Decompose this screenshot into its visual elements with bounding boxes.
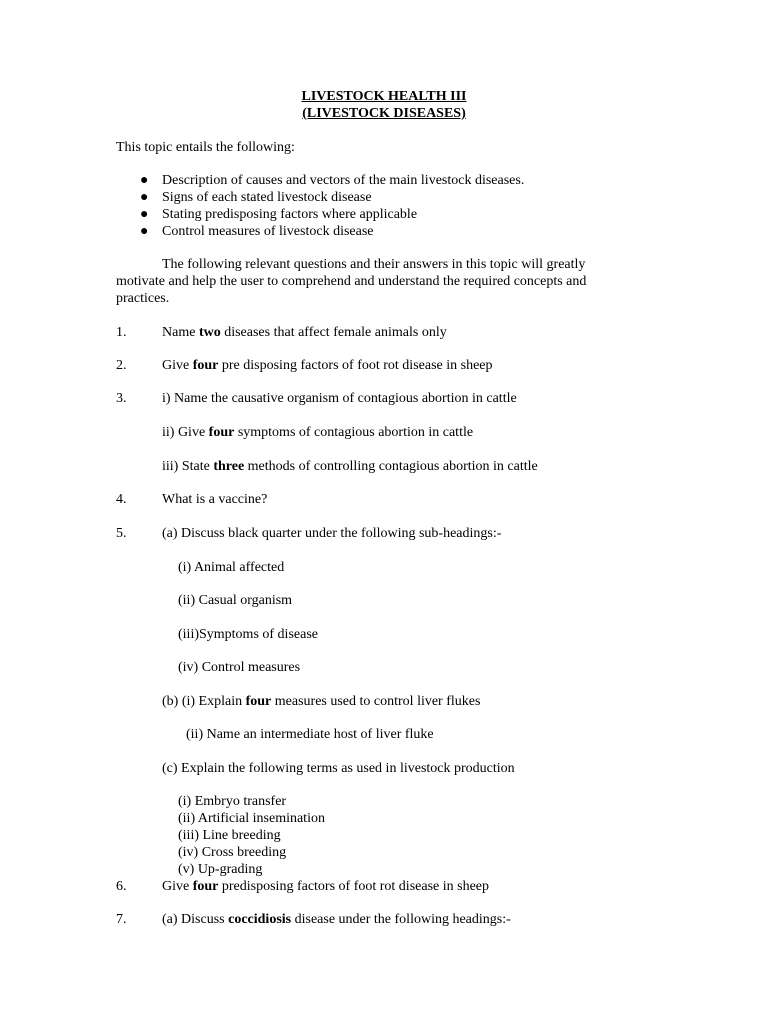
question-4: What is a vaccine? xyxy=(162,492,268,507)
sub-item: (iii)Symptoms of disease xyxy=(178,627,318,642)
question-number: 2. xyxy=(116,358,127,373)
question-number: 3. xyxy=(116,391,127,406)
sub-item: (i) Embryo transfer xyxy=(178,794,287,809)
question-number: 7. xyxy=(116,912,127,927)
paragraph-line-1: The following relevant questions and their answers in this topic will greatly xyxy=(162,257,586,272)
bullet-icon: ● xyxy=(140,207,149,222)
question-number: 1. xyxy=(116,325,127,340)
sub-item: (v) Up-grading xyxy=(178,862,263,877)
question-number: 5. xyxy=(116,526,127,541)
question-3-ii: ii) Give four symptoms of contagious abortion in cattle xyxy=(162,425,474,440)
question-6: Give four predisposing factors of foot rot disease in sheep xyxy=(162,879,489,894)
sub-item: (iii) Line breeding xyxy=(178,828,281,843)
intro-text: This topic entails the following: xyxy=(116,140,295,155)
sub-item: (iv) Control measures xyxy=(178,660,301,675)
bullet-icon: ● xyxy=(140,173,149,188)
bullet-item: ● Stating predisposing factors where applicable xyxy=(140,207,418,222)
paragraph-line-3: practices. xyxy=(116,291,170,306)
bullet-item: ● Signs of each stated livestock disease xyxy=(140,190,372,205)
question-3-i: i) Name the causative organism of contagious abortion in cattle xyxy=(162,391,517,406)
question-5-b-ii: (ii) Name an intermediate host of liver fluke xyxy=(186,727,434,742)
question-number: 6. xyxy=(116,879,127,894)
paragraph-line-2: motivate and help the user to comprehend and understand the required concepts and xyxy=(116,274,587,289)
question-3-iii: iii) State three methods of controlling contagious abortion in cattle xyxy=(162,459,538,474)
bullet-icon: ● xyxy=(140,190,149,205)
sub-item: (i) Animal affected xyxy=(178,560,285,575)
question-5-c: (c) Explain the following terms as used in livestock production xyxy=(162,761,515,776)
bullet-icon: ● xyxy=(140,224,149,239)
sub-item: (ii) Artificial insemination xyxy=(178,811,325,826)
bullet-item: ● Control measures of livestock disease xyxy=(140,224,374,239)
question-5-a: (a) Discuss black quarter under the following sub-headings:- xyxy=(162,526,502,541)
title-line-1: LIVESTOCK HEALTH III xyxy=(301,89,467,104)
question-7-a: (a) Discuss coccidiosis disease under the following headings:- xyxy=(162,912,511,927)
question-5-b-i: (b) (i) Explain four measures used to control liver flukes xyxy=(162,694,481,709)
bullet-item: ● Description of causes and vectors of the main livestock diseases. xyxy=(140,173,525,188)
question-1: Name two diseases that affect female animals only xyxy=(162,325,447,340)
sub-item: (ii) Casual organism xyxy=(178,593,293,608)
sub-item: (iv) Cross breeding xyxy=(178,845,287,860)
question-2: Give four pre disposing factors of foot rot disease in sheep xyxy=(162,358,493,373)
question-number: 4. xyxy=(116,492,127,507)
title-line-2: (LIVESTOCK DISEASES) xyxy=(302,106,466,121)
